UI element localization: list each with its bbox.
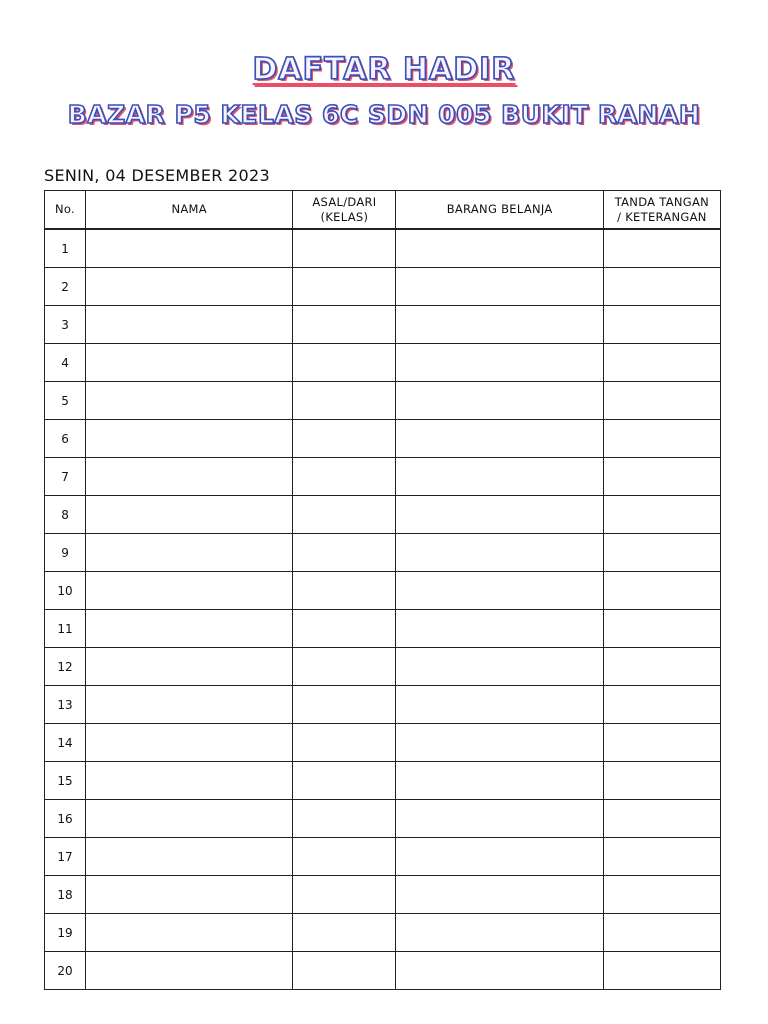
header-barang: BARANG BELANJA [396,191,603,230]
row-number: 13 [45,686,86,724]
table-row [45,800,721,838]
cell-barang[interactable] [396,838,603,876]
cell-ttd[interactable] [603,914,720,952]
cell-asal[interactable] [293,648,396,686]
row-number: 6 [45,420,86,458]
page-title: DAFTAR HADIR [252,52,516,87]
cell-barang[interactable] [396,914,603,952]
table-row [45,686,721,724]
cell-ttd[interactable] [603,229,720,268]
row-number: 11 [45,610,86,648]
header-ttd-line2: / KETERANGAN [617,209,707,224]
cell-nama[interactable] [86,800,293,838]
cell-ttd[interactable] [603,382,720,420]
row-number: 1 [45,229,86,268]
cell-ttd[interactable] [603,610,720,648]
cell-asal[interactable] [293,914,396,952]
cell-asal[interactable] [293,306,396,344]
cell-nama[interactable] [86,610,293,648]
cell-ttd[interactable] [603,686,720,724]
cell-asal[interactable] [293,382,396,420]
cell-asal[interactable] [293,838,396,876]
table-row [45,952,721,990]
cell-barang[interactable] [396,420,603,458]
header-asal-line1: ASAL/DARI [312,194,377,209]
cell-ttd[interactable] [603,648,720,686]
table-row [45,572,721,610]
cell-nama[interactable] [86,838,293,876]
cell-nama[interactable] [86,686,293,724]
cell-nama[interactable] [86,458,293,496]
cell-ttd[interactable] [603,420,720,458]
row-number: 9 [45,534,86,572]
cell-nama[interactable] [86,952,293,990]
cell-ttd[interactable] [603,762,720,800]
cell-barang[interactable] [396,572,603,610]
row-number: 4 [45,344,86,382]
row-number: 3 [45,306,86,344]
row-number: 19 [45,914,86,952]
cell-asal[interactable] [293,496,396,534]
header-ttd-line1: TANDA TANGAN [614,194,710,209]
cell-asal[interactable] [293,952,396,990]
cell-asal[interactable] [293,534,396,572]
table-row [45,648,721,686]
table-row [45,914,721,952]
cell-barang[interactable] [396,382,603,420]
header-asal [293,191,396,230]
attendance-table [44,190,721,990]
row-number: 14 [45,724,86,762]
cell-nama[interactable] [86,496,293,534]
cell-ttd[interactable] [603,952,720,990]
cell-ttd[interactable] [603,572,720,610]
cell-asal[interactable] [293,800,396,838]
cell-nama[interactable] [86,229,293,268]
table-row [45,610,721,648]
row-number: 10 [45,572,86,610]
cell-nama[interactable] [86,876,293,914]
cell-barang[interactable] [396,534,603,572]
cell-ttd[interactable] [603,724,720,762]
table-row [45,229,721,268]
row-number: 17 [45,838,86,876]
cell-asal[interactable] [293,268,396,306]
cell-asal[interactable] [293,724,396,762]
row-number: 18 [45,876,86,914]
cell-nama[interactable] [86,914,293,952]
date-line: SENIN, 04 DESEMBER 2023 [44,166,270,185]
cell-nama[interactable] [86,762,293,800]
cell-barang[interactable] [396,648,603,686]
cell-ttd[interactable] [603,534,720,572]
cell-asal[interactable] [293,686,396,724]
row-number: 7 [45,458,86,496]
cell-asal[interactable] [293,762,396,800]
cell-barang[interactable] [396,458,603,496]
cell-nama[interactable] [86,268,293,306]
cell-ttd[interactable] [603,838,720,876]
header-no: No. [45,191,86,230]
cell-nama[interactable] [86,572,293,610]
cell-ttd[interactable] [603,306,720,344]
cell-barang[interactable] [396,229,603,268]
cell-barang[interactable] [396,306,603,344]
header-nama: NAMA [86,191,293,230]
header-asal-line2: (KELAS) [320,209,369,224]
cell-ttd[interactable] [603,268,720,306]
cell-barang[interactable] [396,762,603,800]
cell-nama[interactable] [86,420,293,458]
table-row [45,382,721,420]
row-number: 8 [45,496,86,534]
row-number: 16 [45,800,86,838]
cell-asal[interactable] [293,344,396,382]
cell-barang[interactable] [396,686,603,724]
cell-barang[interactable] [396,268,603,306]
table-row [45,762,721,800]
table-row [45,534,721,572]
cell-nama[interactable] [86,382,293,420]
cell-ttd[interactable] [603,876,720,914]
cell-asal[interactable] [293,229,396,268]
table-row [45,876,721,914]
table-row [45,496,721,534]
table-row [45,306,721,344]
page-subtitle: BAZAR P5 KELAS 6C SDN 005 BUKIT RANAH [67,100,701,129]
cell-barang[interactable] [396,496,603,534]
cell-asal[interactable] [293,610,396,648]
table-row [45,268,721,306]
cell-barang[interactable] [396,610,603,648]
table-row [45,838,721,876]
cell-nama[interactable] [86,306,293,344]
cell-barang[interactable] [396,724,603,762]
table-row [45,458,721,496]
row-number: 12 [45,648,86,686]
cell-barang[interactable] [396,344,603,382]
table-row [45,724,721,762]
cell-asal[interactable] [293,420,396,458]
row-number: 5 [45,382,86,420]
cell-nama[interactable] [86,648,293,686]
cell-barang[interactable] [396,952,603,990]
cell-ttd[interactable] [603,800,720,838]
cell-nama[interactable] [86,534,293,572]
cell-asal[interactable] [293,458,396,496]
table-row [45,420,721,458]
row-number: 20 [45,952,86,990]
table-row [45,344,721,382]
cell-barang[interactable] [396,800,603,838]
row-number: 15 [45,762,86,800]
cell-nama[interactable] [86,724,293,762]
cell-ttd[interactable] [603,496,720,534]
cell-asal[interactable] [293,572,396,610]
cell-nama[interactable] [86,344,293,382]
cell-barang[interactable] [396,876,603,914]
cell-asal[interactable] [293,876,396,914]
header-ttd [603,191,720,230]
row-number: 2 [45,268,86,306]
table-header-row [45,191,721,230]
cell-ttd[interactable] [603,458,720,496]
cell-ttd[interactable] [603,344,720,382]
table-body [45,229,721,990]
